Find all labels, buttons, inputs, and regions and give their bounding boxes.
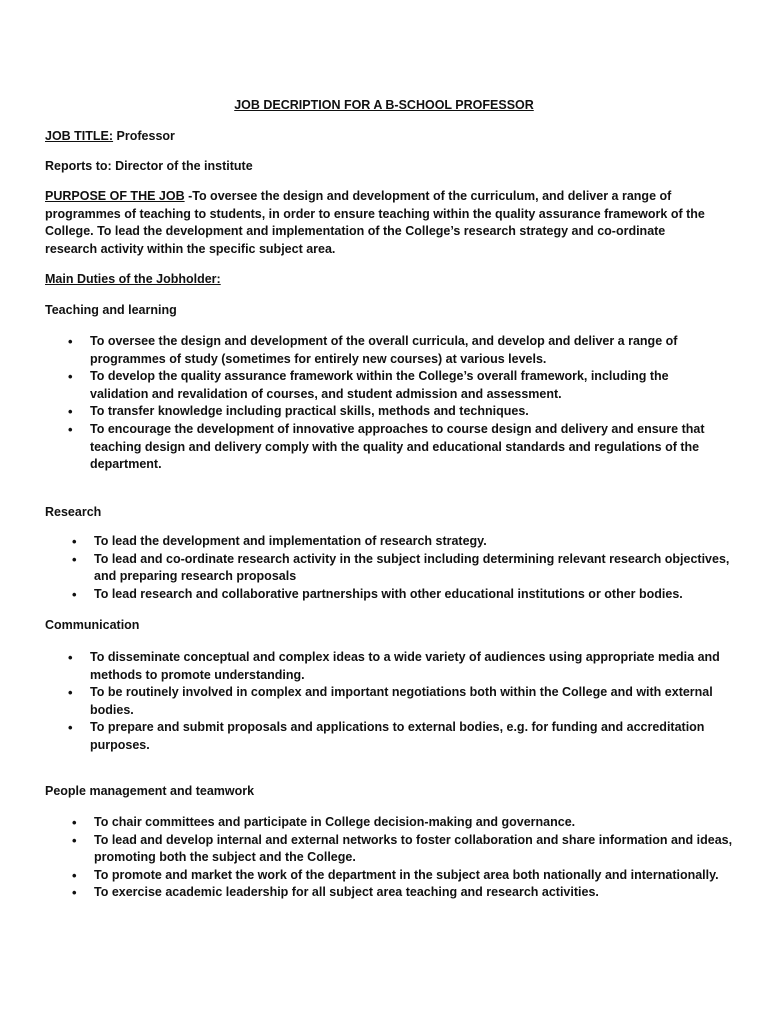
people-heading: People management and teamwork bbox=[45, 784, 255, 798]
purpose-text: -To oversee the design and development of the curriculum, and deliver a range of programmes of teaching to students, in order to ensure teaching within the quality assurance framework of the College. To lead the development and implementation of the College’s research strategy and co-ordinate research activity within the specific subject area. bbox=[45, 189, 705, 256]
list-item: • To exercise academic leadership for all subject area teaching and research activities. bbox=[94, 884, 734, 902]
purpose-paragraph bbox=[45, 188, 715, 258]
job-title-line bbox=[45, 128, 715, 146]
purpose-label: PURPOSE OF THE JOB bbox=[45, 189, 185, 203]
communication-list bbox=[90, 649, 730, 755]
document-title: JOB DECRIPTION FOR A B-SCHOOL PROFESSOR bbox=[234, 98, 534, 112]
list-item: • To chair committees and participate in College decision-making and governance. bbox=[94, 814, 734, 832]
list-item: • To develop the quality assurance framework within the College’s overall framework, including the validation and revalidation of courses, and student admission and assessment. bbox=[90, 368, 730, 403]
list-item: • To oversee the design and development of the overall curricula, and develop and deliver a range of programmes of study (sometimes for entirely new courses) at various levels. bbox=[90, 333, 730, 368]
list-item: • To lead and co-ordinate research activity in the subject including determining relevant research objectives, and preparing research proposals bbox=[94, 551, 734, 586]
list-item: • To promote and market the work of the department in the subject area both nationally and internationally. bbox=[94, 867, 734, 885]
teaching-list bbox=[90, 333, 730, 474]
job-title-label: JOB TITLE: bbox=[45, 129, 114, 143]
list-item: • To prepare and submit proposals and applications to external bodies, e.g. for funding and accreditation purposes. bbox=[90, 719, 730, 754]
list-item: • To disseminate conceptual and complex ideas to a wide variety of audiences using appropriate media and methods to promote understanding. bbox=[90, 649, 730, 684]
list-item: • To transfer knowledge including practical skills, methods and techniques. bbox=[90, 403, 730, 421]
main-duties-heading: Main Duties of the Jobholder: bbox=[45, 272, 221, 286]
reports-to-line: Reports to: Director of the institute bbox=[45, 159, 253, 173]
list-item: • To lead and develop internal and external networks to foster collaboration and share information and ideas, promoting both the subject and the College. bbox=[94, 832, 734, 867]
research-list bbox=[94, 533, 734, 603]
list-item: • To be routinely involved in complex and important negotiations both within the College and with external bodies. bbox=[90, 684, 730, 719]
list-item: • To lead research and collaborative partnerships with other educational institutions or other bodies. bbox=[94, 586, 734, 604]
list-item: • To lead the development and implementation of research strategy. bbox=[94, 533, 734, 551]
people-list bbox=[94, 814, 734, 902]
teaching-heading: Teaching and learning bbox=[45, 303, 177, 317]
list-item: • To encourage the development of innovative approaches to course design and delivery and ensure that teaching design and delivery comply with the quality and educational standards and regulations of the department. bbox=[90, 421, 730, 474]
communication-heading: Communication bbox=[45, 618, 140, 632]
job-title-value: Professor bbox=[113, 129, 175, 143]
research-heading: Research bbox=[45, 505, 102, 519]
